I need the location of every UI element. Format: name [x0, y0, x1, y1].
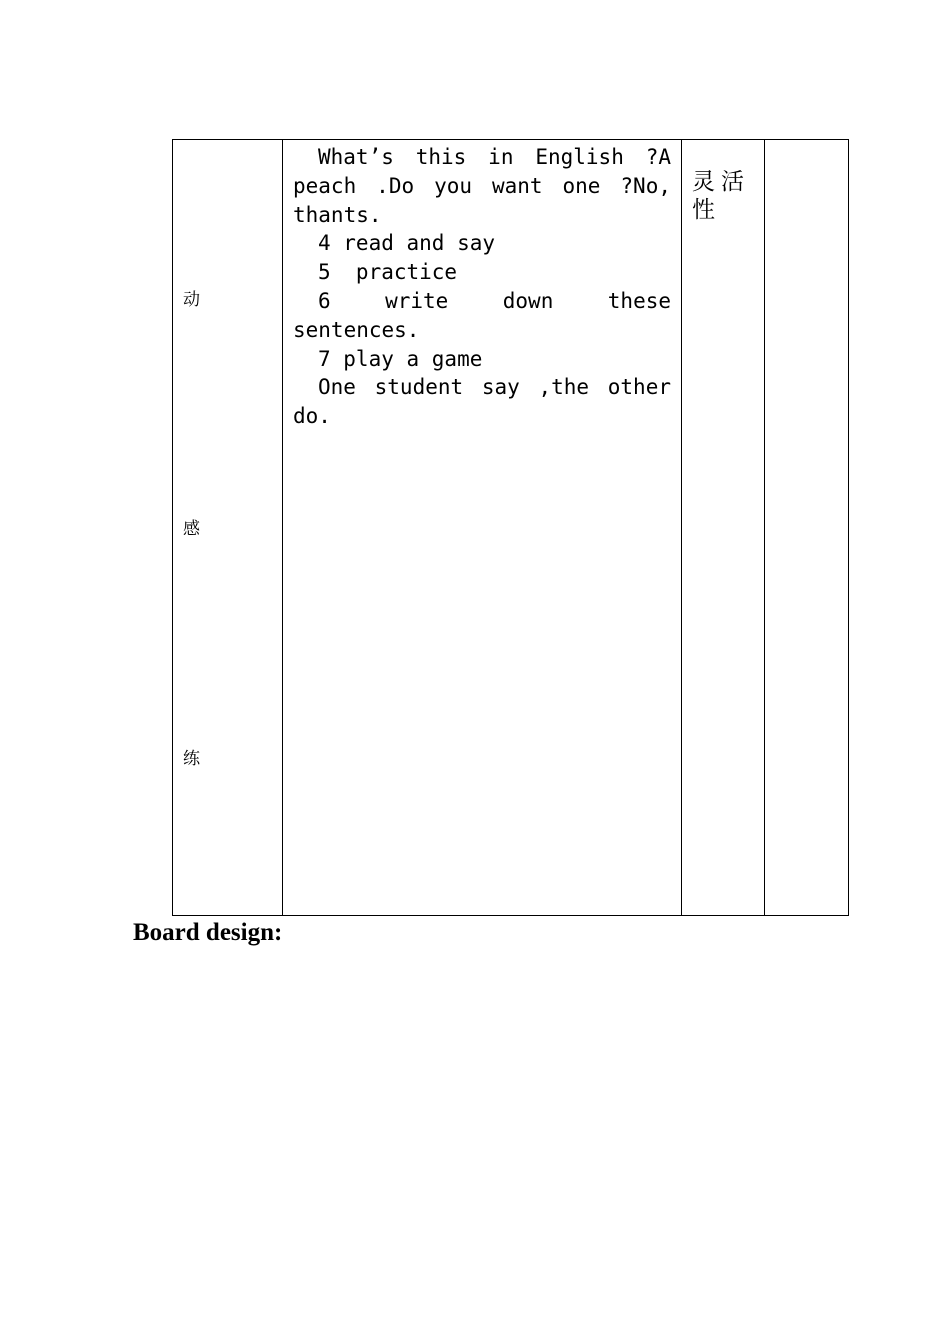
- activity-line-2: 4 read and say: [318, 231, 496, 256]
- stage-cell: [173, 140, 283, 916]
- activity-line-6: One student say ,the other do.: [293, 375, 671, 429]
- activity-content: [283, 140, 681, 431]
- feature-text: 灵活性: [692, 169, 750, 223]
- notes-cell: [765, 140, 849, 916]
- activity-line-5: 7 play a game: [318, 346, 483, 371]
- activity-cell: [283, 140, 682, 916]
- board-design-heading: Board design:: [133, 919, 283, 946]
- lesson-table: [172, 139, 849, 916]
- feature-cell: [682, 140, 765, 916]
- stage-char-2: 感: [183, 519, 200, 539]
- stage-char-3: 练: [183, 749, 200, 769]
- activity-line-4: 6 write down these sentences.: [293, 288, 671, 342]
- activity-line-1: What’s this in English ?A peach .Do you want one ?No, thants.: [293, 145, 671, 227]
- stage-char-1: 动: [183, 290, 200, 310]
- activity-line-3: 5 practice: [318, 260, 458, 285]
- table-row: [173, 140, 849, 916]
